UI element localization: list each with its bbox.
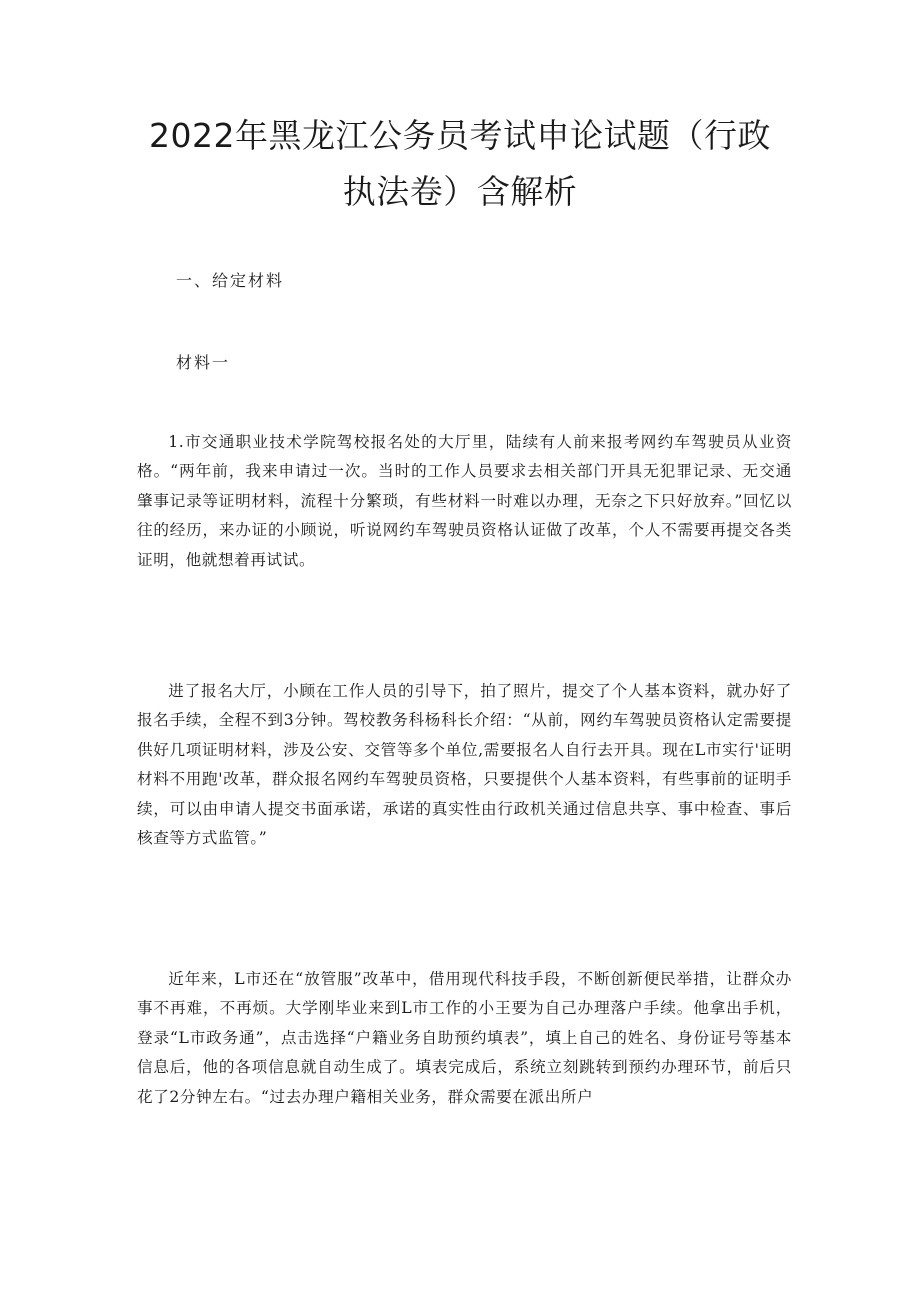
material-label: 材料一 [176,353,231,372]
title-line-2: 执法卷）含解析 [342,172,578,211]
title-line-1: 2022年黑龙江公务员考试申论试题（行政 [149,116,771,155]
paragraph-1: 1.市交通职业技术学院驾校报名处的大厅里，陆续有人前来报考网约车驾驶员从业资格。“两年前，我来申请过一次。当时的工作人员要求去相关部门开具无犯罪记录、无交通肇事记录等证明材料，流程十分繁琐，有些材料一时难以办理，无奈之下只好放弃。”回忆以往的经历，来办证的小顾说，听说网约车驾驶员资格认证做了改革，个人不需要再提交各类证明，他就想着再试试。 [137,433,792,569]
section-heading: 一、给定材料 [176,271,285,290]
paragraph-3: 近年来，L市还在“放管服”改革中，借用现代科技手段，不断创新便民举措，让群众办事不再难，不再烦。大学刚毕业来到L市工作的小王要为自己办理落户手续。他拿出手机，登录“L市政务通”，点击选择“户籍业务自助预约填表”，填上自己的姓名、身份证号等基本信息后，他的各项信息就自动生成了。填表完成后，系统立刻跳转到预约办理环节，前后只花了2分钟左右。“过去办理户籍相关业务，群众需要在派出所户 [137,970,792,1106]
document-title [130,108,790,220]
paragraph-2: 进了报名大厅，小顾在工作人员的引导下，拍了照片，提交了个人基本资料，就办好了报名手续，全程不到3分钟。驾校教务科杨科长介绍：“从前，网约车驾驶员资格认定需要提供好几项证明材料，涉及公安、交管等多个单位,需要报名人自行去开具。现在L市实行'证明材料不用跑'改革，群众报名网约车驾驶员资格，只要提供个人基本资料，有些事前的证明手续，可以由申请人提交书面承诺，承诺的真实性由行政机关通过信息共享、事中检查、事后核查等方式监管。” [137,682,792,848]
